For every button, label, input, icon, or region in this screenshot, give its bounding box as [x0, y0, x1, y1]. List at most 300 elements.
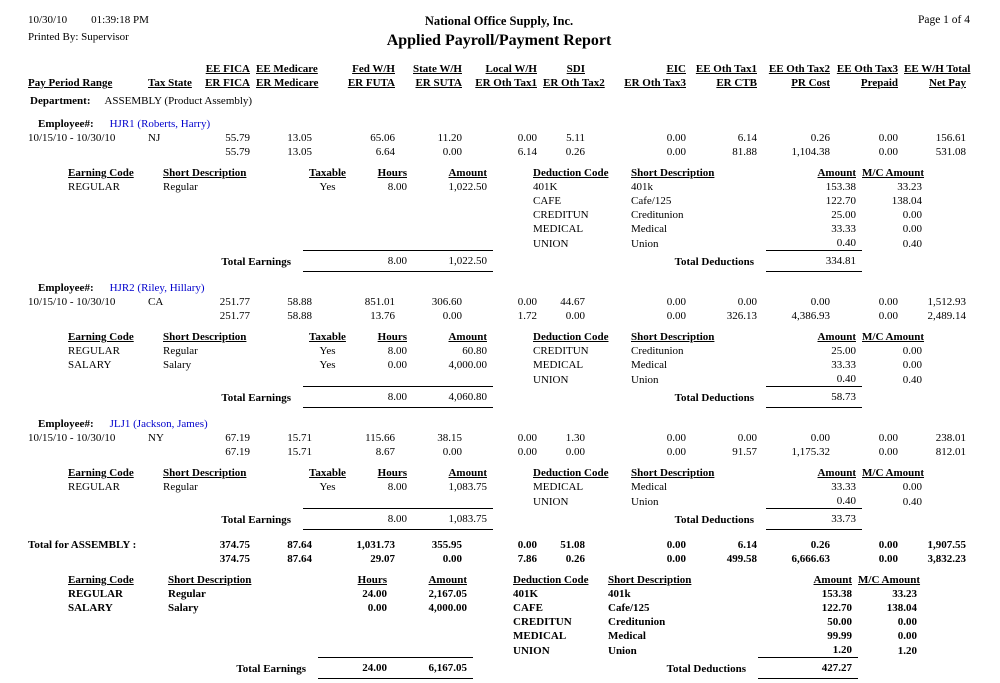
cell: SALARY: [68, 602, 113, 614]
tax-cell: 0.00: [810, 296, 830, 308]
col-header: ER FICA: [205, 77, 250, 89]
cell: 25.00: [831, 345, 856, 357]
cell: CREDITUN: [513, 616, 572, 628]
earn-ded-header-row: [68, 573, 923, 587]
tax-cell: 0.00: [517, 296, 537, 308]
earn-ded-row: [68, 358, 928, 372]
cell: 0.40: [836, 237, 856, 249]
tax-cell: 67.19: [225, 446, 250, 458]
cell: 24.00: [362, 588, 387, 600]
earn-ded-row: [68, 208, 928, 222]
cell: Cafe/125: [631, 195, 672, 207]
earn-ded-row: [68, 615, 923, 629]
tax-cell: 0.00: [565, 310, 585, 322]
tax-cell: 0.00: [878, 132, 898, 144]
tax-cell: 3,832.23: [927, 553, 966, 565]
cell: Regular: [163, 481, 198, 493]
totals-row: [68, 387, 928, 408]
tax-cell: 58.88: [287, 296, 312, 308]
cell: Regular: [168, 588, 206, 600]
col-header: EE Oth Tax2: [768, 63, 830, 75]
tax-cell: 1.30: [565, 432, 585, 444]
cell: Yes: [319, 481, 336, 493]
cell: 401K: [533, 181, 558, 193]
cell: 33.33: [831, 359, 856, 371]
tax-cell: 13.05: [287, 132, 312, 144]
tax-cell: 87.64: [287, 553, 312, 565]
total-hours: 8.00: [358, 387, 413, 408]
cell: CAFE: [513, 602, 543, 614]
tax-cell: 251.77: [219, 296, 250, 308]
cell: Creditunion: [608, 616, 666, 628]
col-header: Amount: [817, 467, 856, 479]
cell: 0.40: [836, 373, 856, 385]
tax-cell: 0.00: [810, 432, 830, 444]
col-header: Short Description: [631, 467, 715, 479]
total-deductions-amount: 334.81: [766, 251, 862, 272]
col-header: Short Description: [608, 574, 692, 586]
total-deductions-label: Total Deductions: [674, 391, 754, 404]
tax-cell: 238.01: [935, 432, 966, 444]
tax-cell: 11.20: [437, 132, 462, 144]
earnings-deductions-table: [68, 330, 928, 408]
cell: REGULAR: [68, 588, 124, 600]
total-deductions-label: Total Deductions: [674, 255, 754, 268]
col-header: Prepaid: [860, 77, 898, 89]
dept-total-row-er: [26, 552, 972, 566]
tax-cell: 0.00: [878, 553, 898, 565]
employee-label: Employee#:: [38, 418, 94, 430]
cell: 4,000.00: [448, 359, 487, 371]
col-header: EE W/H Total: [904, 63, 971, 75]
cell: Medical: [631, 359, 668, 371]
printed-by: Printed By: Supervisor: [28, 31, 129, 43]
tax-cell: 55.79: [225, 146, 250, 158]
cell: 0.40: [902, 495, 922, 508]
tax-cell: 55.79: [225, 132, 250, 144]
col-header: EIC: [666, 63, 686, 75]
col-header: Short Description: [631, 331, 715, 343]
col-header: M/C Amount: [858, 574, 921, 586]
tax-cell: 1,512.93: [927, 296, 966, 308]
cell: 153.38: [821, 588, 852, 600]
earn-ded-row: [68, 601, 923, 615]
tax-cell: 0.26: [810, 539, 830, 551]
tax-cell: 67.19: [225, 432, 250, 444]
earnings-deductions-table: [68, 466, 928, 530]
col-header: Taxable: [309, 331, 346, 343]
tax-cell: 6.64: [375, 146, 395, 158]
earn-ded-row: [68, 236, 928, 251]
employee-line: [38, 282, 1000, 295]
employee-line: [38, 418, 1000, 431]
col-header: SDI: [566, 63, 585, 75]
col-header: EE Oth Tax3: [836, 63, 898, 75]
print-date: 10/30/10: [28, 14, 68, 26]
employee-link[interactable]: JLJ1 (Jackson, James): [109, 418, 208, 430]
col-header: Pay Period Range: [28, 77, 113, 89]
tax-row-ee: [26, 431, 972, 445]
col-header: Short Description: [163, 331, 247, 343]
total-deductions-amount: 58.73: [766, 387, 862, 408]
totals-row: [68, 509, 928, 530]
earn-ded-row: [68, 643, 923, 658]
earn-ded-row: [68, 222, 928, 236]
tax-cell: 1,031.73: [356, 539, 395, 551]
total-earnings-label: Total Earnings: [236, 662, 306, 675]
tax-cell: 0.00: [666, 146, 686, 158]
tax-state-cell: NY: [148, 432, 164, 444]
col-header: Amount: [817, 331, 856, 343]
col-header: Net Pay: [929, 77, 966, 89]
header-left: [28, 14, 243, 50]
tax-cell: 326.13: [726, 310, 757, 322]
cell: 0.00: [902, 345, 922, 357]
earn-ded-row: [68, 372, 928, 387]
total-deductions-label: Total Deductions: [666, 662, 746, 675]
cell: CAFE: [533, 195, 562, 207]
cell: SALARY: [68, 359, 112, 371]
col-header: ER Oth Tax2: [543, 77, 605, 89]
col-header: Tax State: [148, 77, 192, 89]
cell: 401k: [631, 181, 653, 193]
col-header: Amount: [428, 574, 467, 586]
employee-link[interactable]: HJR1 (Roberts, Harry): [109, 118, 211, 130]
cell: 138.04: [886, 602, 917, 614]
cell: 0.00: [902, 481, 922, 493]
tax-cell: 6.14: [737, 539, 757, 551]
tax-cell: 6.14: [517, 146, 537, 158]
col-header: Amount: [817, 167, 856, 179]
total-earnings-amount: 4,060.80: [413, 387, 493, 408]
employee-line: [38, 118, 1000, 131]
tax-cell: 0.00: [878, 146, 898, 158]
tax-cell: 4,386.93: [791, 310, 830, 322]
tax-header-row-er: [26, 76, 972, 90]
tax-cell: 44.67: [560, 296, 585, 308]
tax-cell: 812.01: [935, 446, 966, 458]
employee-link[interactable]: HJR2 (Riley, Hillary): [109, 282, 205, 294]
cell: UNION: [533, 373, 569, 386]
tax-state-cell: NJ: [148, 132, 161, 144]
tax-cell: 29.07: [370, 553, 395, 565]
tax-cell: 1,907.55: [927, 539, 966, 551]
cell: 122.70: [825, 195, 856, 207]
cell: 138.04: [891, 195, 922, 207]
cell: MEDICAL: [533, 359, 584, 371]
col-header: EE Oth Tax1: [695, 63, 757, 75]
cell: 0.40: [836, 495, 856, 507]
header-center: [243, 14, 755, 50]
cell: 401K: [513, 588, 539, 600]
col-header: ER Oth Tax3: [624, 77, 686, 89]
earn-ded-row: [68, 344, 928, 358]
earn-ded-header-row: [68, 330, 928, 344]
cell: Medical: [631, 481, 668, 493]
col-header: Short Description: [168, 574, 252, 586]
cell: Medical: [631, 223, 668, 235]
tax-cell: 81.88: [732, 146, 757, 158]
col-header: Fed W/H: [352, 63, 395, 75]
cell: 99.99: [827, 630, 852, 642]
department-line: [30, 95, 1000, 108]
cell: 8.00: [387, 181, 407, 193]
tax-row-ee: [26, 295, 972, 309]
total-earnings-amount: 1,083.75: [413, 509, 493, 530]
earn-ded-header-row: [68, 166, 928, 180]
tax-cell: 1.72: [517, 310, 537, 322]
tax-cell: 15.71: [287, 446, 312, 458]
cell: Union: [608, 644, 637, 657]
cell: CREDITUN: [533, 345, 589, 357]
tax-cell: 0.26: [565, 553, 585, 565]
cell: 2,167.05: [428, 588, 467, 600]
pay-period-cell: 10/15/10 - 10/30/10: [28, 432, 116, 444]
col-header: M/C Amount: [862, 467, 925, 479]
tax-cell: 0.00: [666, 553, 686, 565]
tax-cell: 87.64: [287, 539, 312, 551]
col-header: ER Oth Tax1: [475, 77, 537, 89]
tax-cell: 0.00: [666, 310, 686, 322]
department-summary-table: [68, 573, 923, 679]
cell: 33.23: [892, 588, 917, 600]
tax-cell: 5.11: [566, 132, 585, 144]
tax-cell: 374.75: [219, 539, 250, 551]
tax-cell: 6,666.63: [791, 553, 830, 565]
cell: Yes: [319, 181, 336, 193]
col-header: Earning Code: [68, 167, 134, 179]
tax-cell: 0.00: [442, 553, 462, 565]
cell: Medical: [608, 630, 646, 642]
cell: Regular: [163, 345, 198, 357]
col-header: Hours: [357, 574, 387, 586]
earn-ded-header-row: [68, 466, 928, 480]
dept-total-label: Total for ASSEMBLY :: [28, 539, 137, 551]
cell: 1.20: [897, 644, 917, 657]
col-header: EE Medicare: [256, 63, 318, 75]
tax-cell: 1,104.38: [791, 146, 830, 158]
cell: REGULAR: [68, 481, 120, 493]
department-name: ASSEMBLY (Product Assembly): [104, 95, 253, 107]
total-earnings-label: Total Earnings: [221, 391, 291, 404]
col-header: Amount: [813, 574, 852, 586]
col-header: Amount: [448, 167, 487, 179]
earnings-deductions-table: [68, 166, 928, 272]
tax-cell: 7.86: [517, 553, 537, 565]
print-time: 01:39:18 PM: [91, 14, 149, 26]
pay-period-cell: 10/15/10 - 10/30/10: [28, 132, 116, 144]
col-header: Deduction Code: [533, 167, 609, 179]
total-earnings-amount: 1,022.50: [413, 251, 493, 272]
cell: 33.23: [897, 181, 922, 193]
cell: 33.33: [831, 481, 856, 493]
cell: Creditunion: [631, 209, 684, 221]
cell: Cafe/125: [608, 602, 650, 614]
cell: REGULAR: [68, 345, 120, 357]
cell: 122.70: [821, 602, 852, 614]
cell: MEDICAL: [513, 630, 567, 642]
total-deductions-amount: 33.73: [766, 509, 862, 530]
totals-row: [68, 658, 923, 679]
col-header: Short Description: [631, 167, 715, 179]
tax-cell: 58.88: [287, 310, 312, 322]
col-header: Deduction Code: [533, 467, 609, 479]
tax-cell: 51.08: [560, 539, 585, 551]
cell: Regular: [163, 181, 198, 193]
cell: 4,000.00: [428, 602, 467, 614]
cell: Union: [631, 237, 659, 250]
tax-cell: 0.00: [517, 132, 537, 144]
cell: CREDITUN: [533, 209, 589, 221]
col-header: Local W/H: [485, 63, 537, 75]
department-total-tax-table: [26, 538, 972, 566]
tax-cell: 0.00: [517, 432, 537, 444]
cell: 8.00: [387, 345, 407, 357]
employee-tax-table: [26, 431, 972, 459]
tax-cell: 251.77: [219, 310, 250, 322]
earn-ded-row: [68, 629, 923, 643]
cell: Yes: [319, 359, 336, 371]
tax-cell: 0.00: [737, 432, 757, 444]
tax-cell: 0.00: [878, 446, 898, 458]
total-earnings-label: Total Earnings: [221, 255, 291, 268]
cell: 0.00: [897, 616, 917, 628]
cell: 50.00: [827, 616, 852, 628]
cell: 0.40: [902, 373, 922, 386]
tax-cell: 355.95: [431, 539, 462, 551]
cell: 0.00: [902, 359, 922, 371]
earn-ded-row: [68, 194, 928, 208]
tax-cell: 0.26: [810, 132, 830, 144]
tax-header-row-ee: [26, 62, 972, 76]
tax-cell: 15.71: [287, 432, 312, 444]
cell: Yes: [319, 345, 336, 357]
employee-tax-table: [26, 295, 972, 323]
col-header: Taxable: [309, 167, 346, 179]
col-header: ER SUTA: [415, 77, 462, 89]
cell: UNION: [513, 644, 550, 657]
tax-cell: 0.00: [666, 432, 686, 444]
tax-cell: 0.00: [878, 296, 898, 308]
tax-cell: 156.61: [935, 132, 966, 144]
tax-row-er: [26, 445, 972, 459]
employee-tax-table: [26, 131, 972, 159]
tax-cell: 499.58: [726, 553, 757, 565]
total-hours: 24.00: [318, 658, 393, 679]
pay-period-cell: 10/15/10 - 10/30/10: [28, 296, 116, 308]
earn-ded-row: [68, 180, 928, 194]
cell: 1,083.75: [448, 481, 487, 493]
col-header: Amount: [448, 467, 487, 479]
dept-total-row-ee: [26, 538, 972, 552]
total-hours: 8.00: [358, 509, 413, 530]
tax-cell: 13.76: [370, 310, 395, 322]
cell: UNION: [533, 495, 569, 508]
cell: 0.00: [367, 602, 387, 614]
tax-cell: 531.08: [935, 146, 966, 158]
tax-cell: 0.00: [878, 310, 898, 322]
tax-cell: 91.57: [732, 446, 757, 458]
total-deductions-amount: 427.27: [758, 658, 858, 679]
col-header: Earning Code: [68, 467, 134, 479]
col-header: Earning Code: [68, 574, 134, 586]
report-header: [0, 14, 1000, 50]
cell: 0.00: [897, 630, 917, 642]
total-earnings-amount: 6,167.05: [393, 658, 473, 679]
totals-row: [68, 251, 928, 272]
col-header: ER FUTA: [347, 77, 395, 89]
col-header: M/C Amount: [862, 167, 925, 179]
cell: 401k: [608, 588, 631, 600]
earn-ded-row: [68, 587, 923, 601]
col-header: PR Cost: [791, 77, 830, 89]
col-header: Hours: [377, 167, 407, 179]
tax-cell: 0.26: [565, 146, 585, 158]
tax-row-ee: [26, 131, 972, 145]
tax-cell: 0.00: [878, 432, 898, 444]
col-header: ER Medicare: [256, 77, 319, 89]
tax-state-cell: CA: [148, 296, 164, 308]
tax-cell: 851.01: [364, 296, 395, 308]
cell: MEDICAL: [533, 223, 584, 235]
tax-cell: 0.00: [666, 296, 686, 308]
tax-cell: 374.75: [219, 553, 250, 565]
tax-cell: 8.67: [375, 446, 395, 458]
tax-cell: 0.00: [737, 296, 757, 308]
page-number: Page 1 of 4: [917, 14, 970, 26]
tax-row-er: [26, 145, 972, 159]
cell: REGULAR: [68, 181, 120, 193]
company-name: National Office Supply, Inc.: [424, 14, 574, 28]
tax-cell: 0.00: [442, 146, 462, 158]
cell: Salary: [168, 602, 199, 614]
cell: 8.00: [387, 481, 407, 493]
cell: 0.00: [902, 223, 922, 235]
cell: Creditunion: [631, 345, 684, 357]
col-header: State W/H: [413, 63, 462, 75]
col-header: Hours: [377, 467, 407, 479]
cell: 0.00: [387, 359, 407, 371]
cell: Union: [631, 373, 659, 386]
cell: 60.80: [462, 345, 487, 357]
col-header: EE FICA: [205, 63, 250, 75]
cell: 25.00: [831, 209, 856, 221]
total-earnings-label: Total Earnings: [221, 513, 291, 526]
tax-cell: 0.00: [517, 446, 537, 458]
col-header: M/C Amount: [862, 331, 925, 343]
report-title: Applied Payroll/Payment Report: [386, 32, 612, 49]
tax-cell: 306.60: [431, 296, 462, 308]
tax-row-er: [26, 309, 972, 323]
employee-label: Employee#:: [38, 118, 94, 130]
col-header: Short Description: [163, 167, 247, 179]
tax-cell: 0.00: [517, 539, 537, 551]
cell: 0.40: [902, 237, 922, 250]
tax-cell: 65.06: [370, 132, 395, 144]
earn-ded-row: [68, 494, 928, 509]
col-header: Short Description: [163, 467, 247, 479]
tax-column-headers: [26, 62, 972, 90]
col-header: Deduction Code: [513, 574, 589, 586]
cell: Salary: [163, 359, 192, 371]
tax-cell: 1,175.32: [791, 446, 830, 458]
tax-cell: 0.00: [442, 446, 462, 458]
total-deductions-label: Total Deductions: [674, 513, 754, 526]
earn-ded-row: [68, 480, 928, 494]
col-header: Hours: [377, 331, 407, 343]
tax-cell: 115.66: [365, 432, 395, 444]
col-header: ER CTB: [716, 77, 757, 89]
